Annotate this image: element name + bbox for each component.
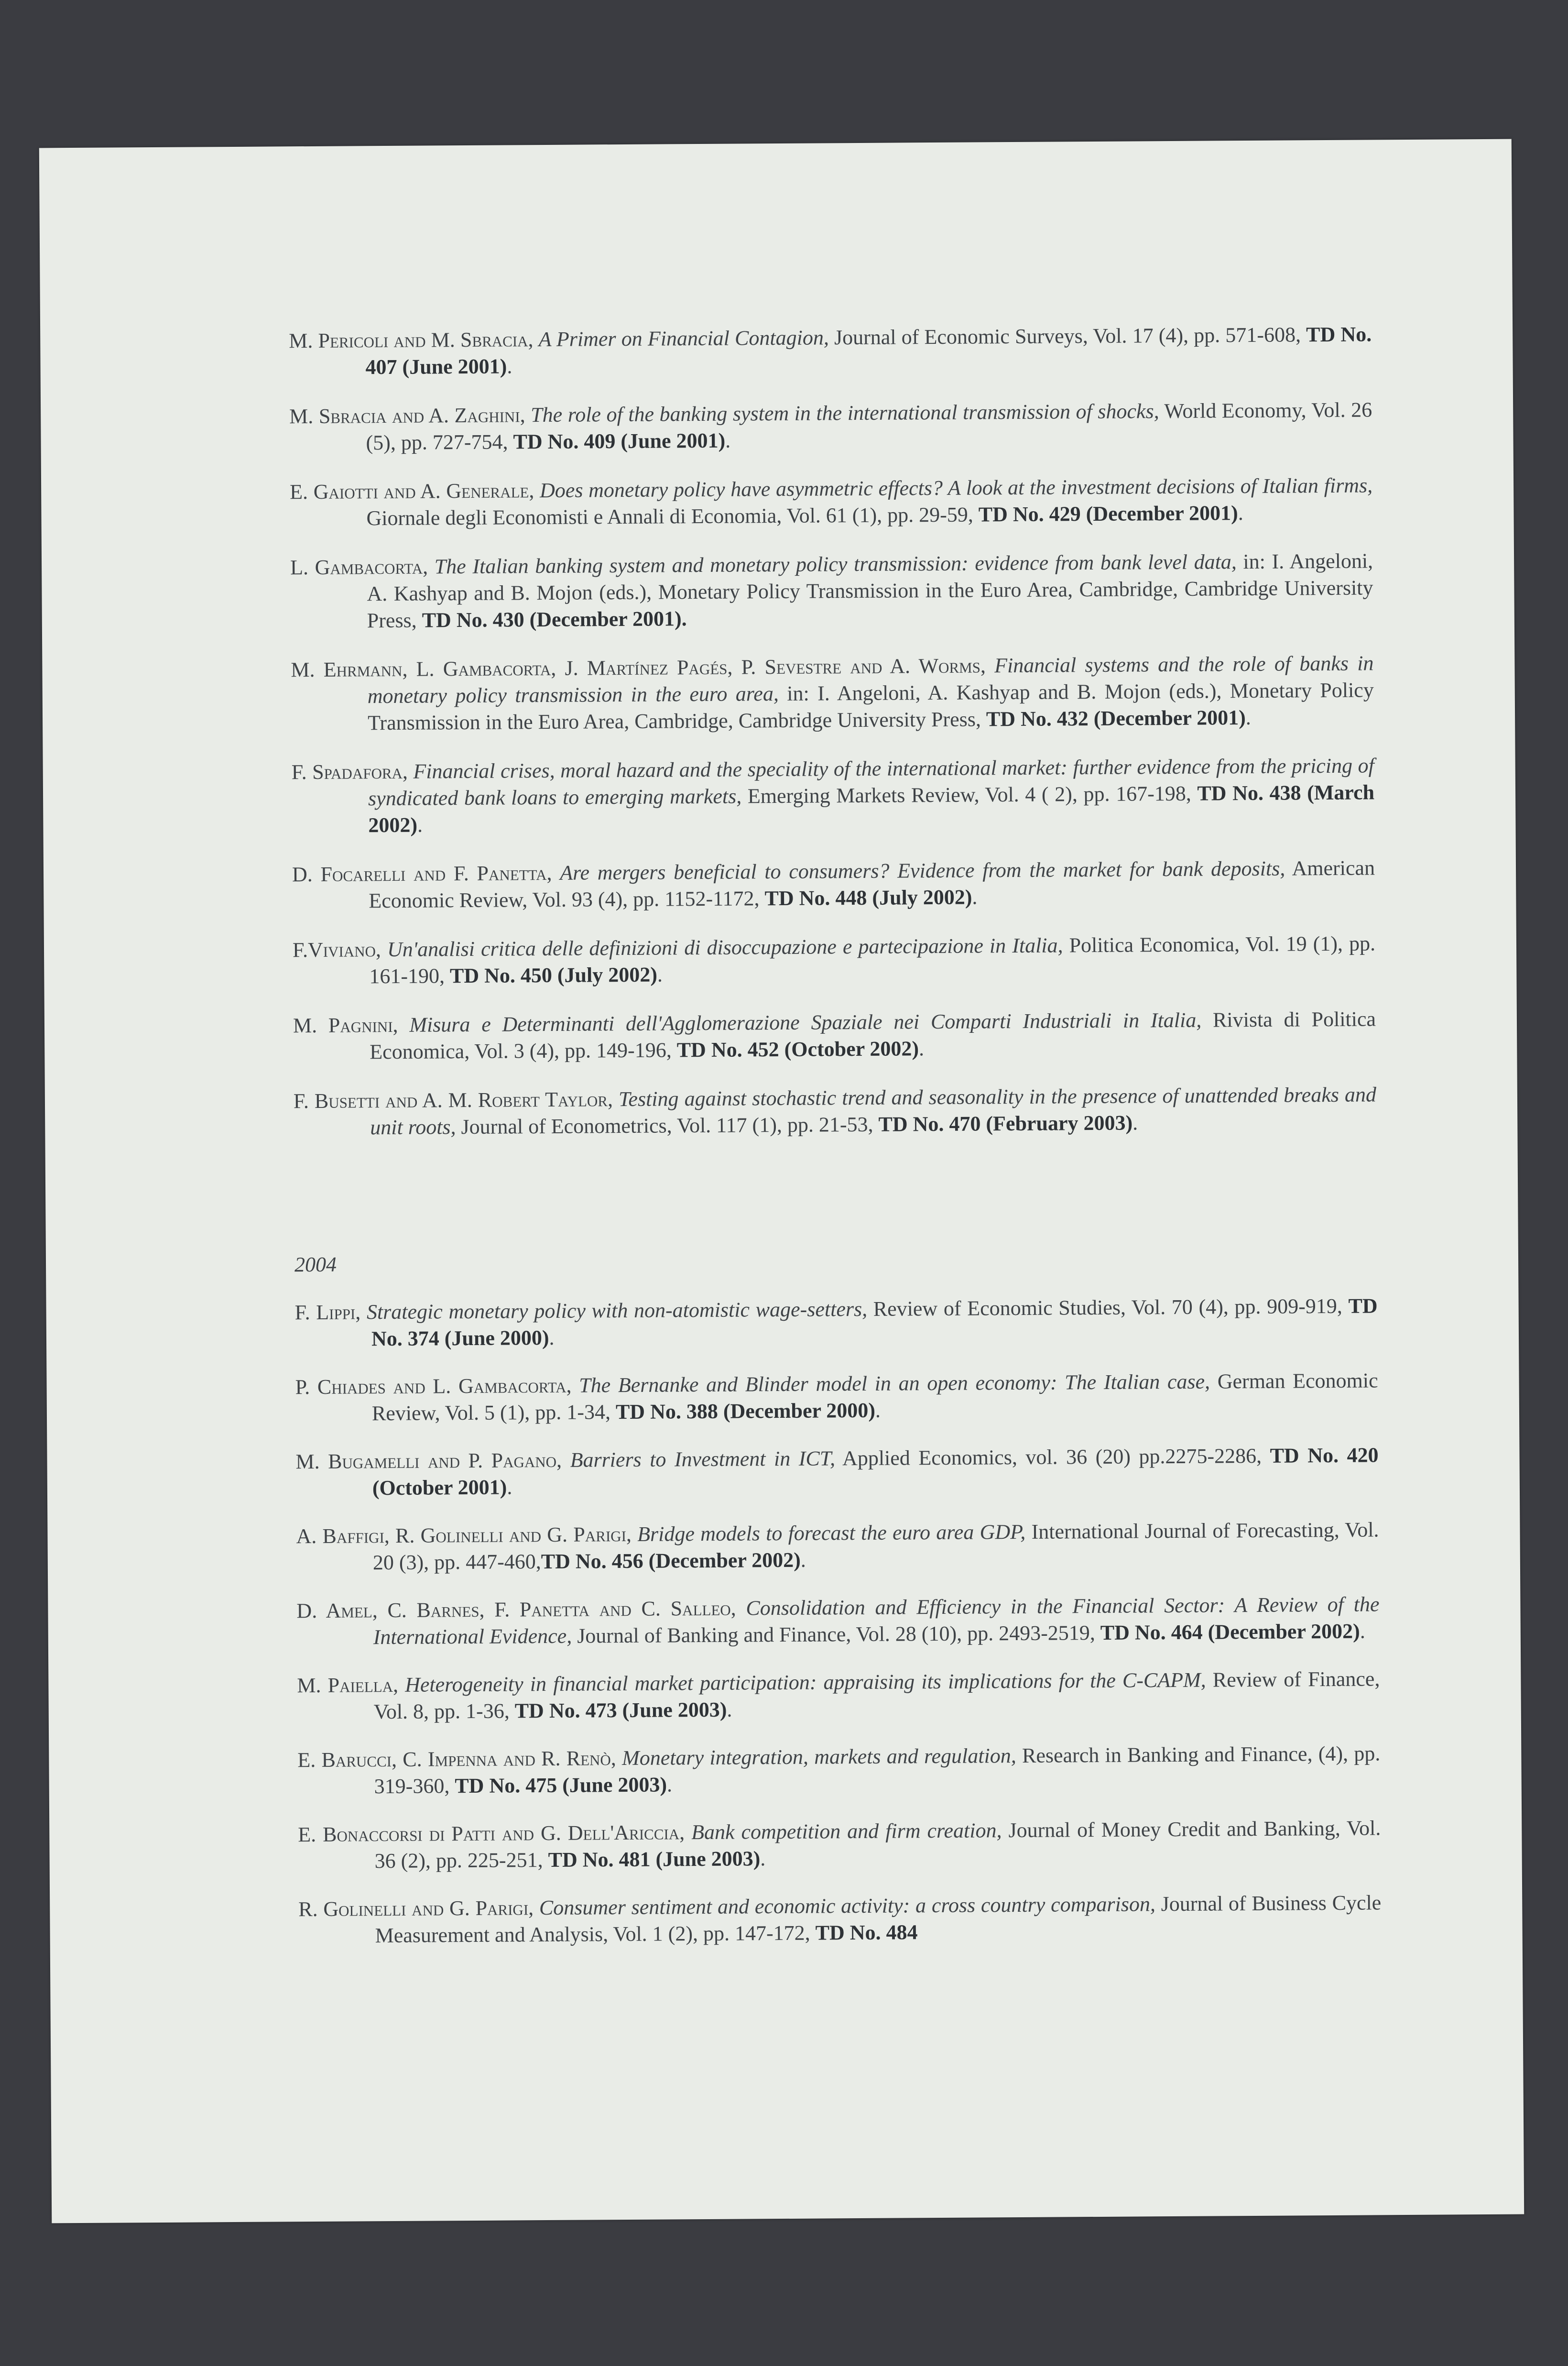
entry-title: The role of the banking system in the international transmission of shocks, <box>531 399 1159 427</box>
entry-end: . <box>875 1398 881 1422</box>
entry-source: Journal of Banking and Finance, Vol. 28 (10), pp. 2493-2519, <box>572 1621 1100 1648</box>
entry-authors: M. Bugamelli and P. Pagano, <box>295 1448 570 1474</box>
entry-source: Giornale degli Economisti e Annali di Economia, Vol. 61 (1), pp. 29-59, <box>366 503 979 530</box>
entry-end: . <box>725 428 731 452</box>
entry-authors: R. Golinelli and G. Parigi, <box>298 1896 540 1921</box>
entry-title: Does monetary policy have asymmetric effects? A look at the investment decisions of Italian firms, <box>539 473 1373 503</box>
entry-td-number: TD No. 475 (June 2003) <box>455 1773 667 1798</box>
entry-title: A Primer on Financial Contagion, <box>538 326 829 351</box>
entry-source: Journal of Econometrics, Vol. 117 (1), pp. 21-53, <box>456 1112 879 1139</box>
entry-end: . <box>800 1548 806 1572</box>
bibliography-entry <box>292 854 1375 915</box>
entry-source: in: I. Angeloni, A. Kashyap and B. Mojon (eds.), Monetary Policy Transmission in the Euro Area, Cambridge, Cambridge University Press, <box>367 678 1374 735</box>
entry-authors: P. Chiades and L. Gambacorta, <box>295 1373 579 1399</box>
entry-end: . <box>918 1037 925 1061</box>
entry-source: Journal of Business Cycle Measurement and Analysis, Vol. 1 (2), pp. 147-172, <box>375 1891 1382 1948</box>
entry-source: American Economic Review, Vol. 93 (4), pp. 1152-1172, <box>369 856 1375 913</box>
entry-end: . <box>760 1847 766 1871</box>
bibliography-entry <box>294 1081 1377 1141</box>
entry-authors: E. Gaiotti and A. Generale, <box>290 479 540 504</box>
entry-authors: M. Ehrmann, L. Gambacorta, J. Martínez Pagés, P. Sevestre and A. Worms, <box>291 654 995 682</box>
bibliography-entry <box>295 1367 1378 1427</box>
entry-title: Bridge models to forecast the euro area GDP, <box>637 1520 1026 1546</box>
entry-title: Un'analisi critica delle definizioni di disoccupazione e partecipazione in Italia, <box>387 933 1063 962</box>
entry-end: . <box>666 1773 673 1796</box>
entry-title: Consumer sentiment and economic activity: a cross country comparison, <box>539 1892 1156 1920</box>
entry-title: Monetary integration, markets and regulation, <box>621 1744 1016 1770</box>
entry-td-number: TD No. 429 (December 2001) <box>978 501 1238 526</box>
entry-authors: F. Busetti and A. M. Robert Taylor, <box>293 1087 619 1113</box>
entry-title: Bank competition and firm creation, <box>691 1818 1002 1844</box>
entry-td-number: TD No. 438 (March 2002) <box>368 780 1375 837</box>
entry-title: Financial crises, moral hazard and the speciality of the international market: further evidence from the pricing of syndicated bank loans to emerging markets, <box>368 754 1374 811</box>
entry-td-number: TD No. 374 (June 2000) <box>371 1294 1378 1351</box>
bibliography-entry <box>289 321 1372 381</box>
entry-td-number: TD No. 484 <box>815 1920 918 1945</box>
bibliography-section-early <box>289 321 1376 1141</box>
bibliography-entry <box>290 472 1373 532</box>
entry-title: Heterogeneity in financial market participation: appraising its implications for the C-CAPM, <box>404 1668 1206 1697</box>
bibliography-entry <box>289 396 1372 457</box>
entry-source: Review of Finance, Vol. 8, pp. 1-36, <box>373 1667 1380 1724</box>
entry-source: Emerging Markets Review, Vol. 4 ( 2), pp. 167-198, <box>741 781 1198 808</box>
entry-td-number: TD No. 481 (June 2003) <box>548 1847 761 1872</box>
entry-end: . <box>1132 1111 1138 1135</box>
entry-authors: D. Amel, C. Barnes, F. Panetta and C. Salleo, <box>296 1596 746 1623</box>
entry-end: . <box>727 1698 732 1721</box>
entry-source: Research in Banking and Finance, (4), pp. 319-360, <box>374 1742 1381 1798</box>
entry-authors: L. Gambacorta, <box>290 555 435 580</box>
entry-authors: M. Paiella, <box>297 1673 405 1698</box>
entry-td-number: TD No. 388 (December 2000) <box>615 1398 876 1424</box>
entry-authors: M. Pagnini, <box>293 1013 410 1038</box>
entry-td-number: TD No. 450 (July 2002) <box>449 963 658 988</box>
entry-td-number: TD No. 407 (June 2001) <box>365 322 1372 379</box>
entry-title: Financial systems and the role of banks in monetary policy transmission in the euro area, <box>367 651 1374 708</box>
bibliography-entry <box>293 930 1376 990</box>
bibliography-entry <box>291 650 1374 737</box>
entry-source: Review of Economic Studies, Vol. 70 (4), pp. 909-919, <box>867 1294 1349 1321</box>
bibliography-section-2004 <box>294 1293 1381 1950</box>
bibliography-entry <box>296 1591 1380 1651</box>
bibliography-entry <box>292 752 1375 839</box>
entry-authors: M. Pericoli and M. Sbracia, <box>289 328 539 353</box>
entry-authors: E. Barucci, C. Impenna and R. Renò, <box>297 1746 622 1772</box>
entry-end: . <box>1360 1619 1365 1643</box>
bibliography-entry <box>298 1889 1382 1950</box>
bibliography-entry <box>297 1665 1380 1726</box>
entry-td-number: TD No. 432 (December 2001) <box>986 706 1246 731</box>
entry-end: . <box>1238 501 1243 525</box>
entry-authors: F. Lippi, <box>294 1300 367 1325</box>
entry-title: Barriers to Investment in ICT, <box>570 1446 836 1472</box>
entry-source: in: I. Angeloni, A. Kashyap and B. Mojon (eds.), Monetary Policy Transmission in the Euro Area, Cambridge, Cambridge University Press, <box>367 549 1373 633</box>
section-year-heading: 2004 <box>294 1252 337 1277</box>
entry-source: Applied Economics, vol. 36 (20) pp.2275-2286, <box>835 1444 1270 1470</box>
entry-authors: D. Focarelli and F. Panetta, <box>292 861 560 887</box>
entry-source: Journal of Money Credit and Banking, Vol. 36 (2), pp. 225-251, <box>374 1816 1381 1873</box>
entry-end: . <box>417 813 423 837</box>
entry-source: International Journal of Forecasting, Vol. 20 (3), pp. 447-460, <box>372 1518 1379 1575</box>
entry-authors: M. Sbracia and A. Zaghini, <box>289 403 531 428</box>
entry-source: Politica Economica, Vol. 19 (1), pp. 161-190, <box>369 931 1376 988</box>
bibliography-entry <box>290 548 1373 635</box>
paper-sheet <box>39 139 1524 2224</box>
entry-end: . <box>549 1325 555 1349</box>
entry-source: World Economy, Vol. 26 (5), pp. 727-754, <box>366 398 1372 455</box>
entry-source: Rivista di Politica Economica, Vol. 3 (4), pp. 149-196, <box>370 1007 1376 1064</box>
entry-source: Journal of Economic Surveys, Vol. 17 (4), pp. 571-608, <box>828 323 1307 350</box>
entry-td-number: TD No. 470 (February 2003) <box>878 1111 1133 1136</box>
entry-authors: F.Viviano, <box>292 938 388 962</box>
entry-td-number: TD No. 409 (June 2001) <box>513 428 726 454</box>
entry-authors: E. Bonaccorsi di Patti and G. Dell'Ariccia, <box>298 1820 692 1847</box>
bibliography-entry <box>298 1815 1381 1875</box>
entry-td-number: TD No. 452 (October 2002) <box>676 1037 919 1062</box>
entry-td-number: TD No. 448 (July 2002) <box>764 885 972 910</box>
entry-title: Misura e Determinanti dell'Agglomerazione Spaziale nei Comparti Industriali in Italia, <box>409 1008 1202 1037</box>
entry-end: . <box>1245 705 1251 730</box>
entry-title: Consolidation and Efficiency in the Financial Sector: A Review of the International Evidence, <box>373 1592 1380 1649</box>
entry-end: . <box>972 885 978 909</box>
entry-authors: F. Spadafora, <box>291 759 414 784</box>
bibliography <box>289 300 1382 1966</box>
entry-td-number: TD No. 420 (October 2001) <box>372 1443 1379 1500</box>
entry-source: German Economic Review, Vol. 5 (1), pp. 1-34, <box>371 1369 1378 1425</box>
entry-title: Are mergers beneficial to consumers? Evidence from the market for bank deposits, <box>560 856 1285 885</box>
entry-title: Testing against stochastic trend and seasonality in the presence of unattended breaks and unit roots, <box>370 1083 1377 1139</box>
bibliography-entry <box>297 1740 1381 1800</box>
bibliography-entry <box>293 1006 1376 1066</box>
entry-td-number: TD No. 464 (December 2002) <box>1100 1619 1360 1644</box>
entry-authors: A. Baffigi, R. Golinelli and G. Parigi, <box>296 1522 638 1548</box>
entry-td-number: TD No. 430 (December 2001). <box>422 607 687 632</box>
entry-td-number: TD No. 473 (June 2003) <box>514 1698 727 1723</box>
entry-title: Strategic monetary policy with non-atomistic wage-setters, <box>366 1297 868 1324</box>
entry-title: The Italian banking system and monetary policy transmission: evidence from bank level data, <box>434 550 1237 579</box>
bibliography-entry <box>294 1293 1378 1353</box>
entry-title: The Bernanke and Blinder model in an open economy: The Italian case, <box>579 1369 1210 1397</box>
bibliography-entry <box>295 1442 1379 1502</box>
entry-end: . <box>507 1475 512 1499</box>
entry-end: . <box>507 354 512 378</box>
bibliography-entry <box>296 1516 1379 1577</box>
entry-end: . <box>657 963 663 986</box>
entry-td-number: TD No. 456 (December 2002) <box>541 1548 801 1574</box>
